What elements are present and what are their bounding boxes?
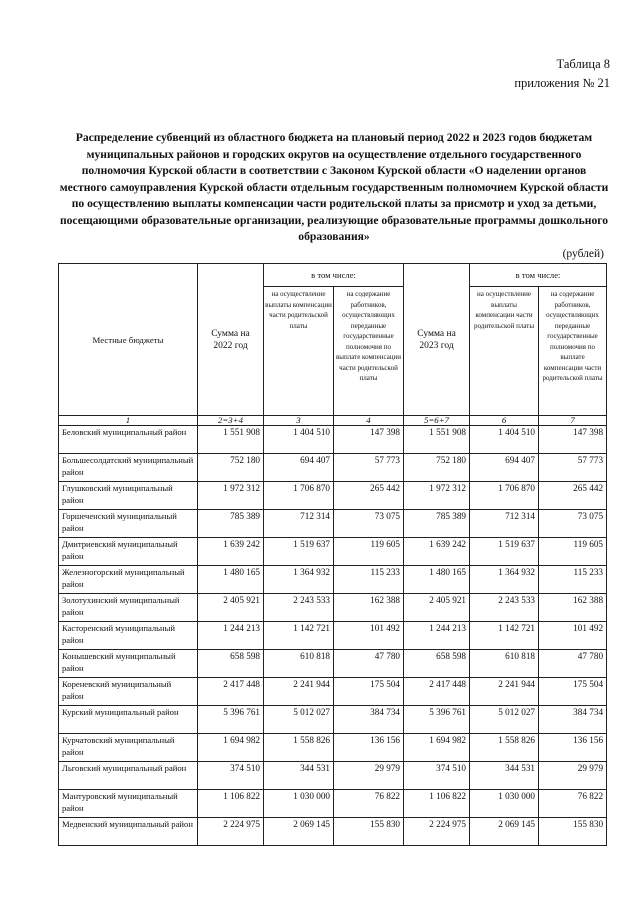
staff-2022-cell: 76 822	[334, 790, 404, 818]
table-row	[59, 734, 607, 762]
staff-2023-cell: 175 504	[539, 678, 607, 706]
sum-2022-cell: 752 180	[198, 454, 264, 482]
payment-2022-cell: 1 030 000	[264, 790, 334, 818]
payment-2023-cell: 1 706 870	[470, 482, 539, 510]
staff-2023-cell: 136 156	[539, 734, 607, 762]
district-name-cell: Золотухинский муниципальный район	[59, 594, 198, 622]
district-name-cell: Глушковский муниципальный район	[59, 482, 198, 510]
staff-2023-cell: 155 830	[539, 818, 607, 846]
unit-label: (рублей)	[562, 248, 604, 260]
district-name-cell: Курский муниципальный район	[59, 706, 198, 734]
staff-2023-cell: 265 442	[539, 482, 607, 510]
payment-2022-cell: 2 241 944	[264, 678, 334, 706]
table-row	[59, 818, 607, 846]
header-local-budgets: Местные бюджеты	[59, 264, 198, 416]
staff-2023-cell: 76 822	[539, 790, 607, 818]
table-row	[59, 510, 607, 538]
header-including-2022: в том числе:	[264, 264, 404, 287]
table-row	[59, 454, 607, 482]
table-row	[59, 622, 607, 650]
district-name-cell: Медвенский муниципальный район	[59, 818, 198, 846]
staff-2022-cell: 73 075	[334, 510, 404, 538]
sum-2022-cell: 1 244 213	[198, 622, 264, 650]
table-row	[59, 482, 607, 510]
sum-2023-cell: 5 396 761	[404, 706, 470, 734]
sum-2023-cell: 2 417 448	[404, 678, 470, 706]
sum-2023-cell: 752 180	[404, 454, 470, 482]
district-name-cell: Конышевский муниципальный район	[59, 650, 198, 678]
staff-2022-cell: 136 156	[334, 734, 404, 762]
payment-2022-cell: 610 818	[264, 650, 334, 678]
table-row	[59, 650, 607, 678]
payment-2022-cell: 1 706 870	[264, 482, 334, 510]
sum-2023-cell: 1 694 982	[404, 734, 470, 762]
table-row	[59, 426, 607, 454]
appendix-number: приложения № 21	[514, 76, 610, 90]
staff-2023-cell: 29 979	[539, 762, 607, 790]
staff-2022-cell: 155 830	[334, 818, 404, 846]
payment-2022-cell: 1 404 510	[264, 426, 334, 454]
district-name-cell: Мантуровский муниципальный район	[59, 790, 198, 818]
payment-2023-cell: 1 404 510	[470, 426, 539, 454]
district-name-cell: Кореневский муниципальный район	[59, 678, 198, 706]
staff-2022-cell: 47 780	[334, 650, 404, 678]
payment-2023-cell: 694 407	[470, 454, 539, 482]
payment-2023-cell: 1 519 637	[470, 538, 539, 566]
table-reference	[514, 55, 610, 93]
payment-2023-cell: 2 243 533	[470, 594, 539, 622]
staff-2023-cell: 115 233	[539, 566, 607, 594]
district-name-cell: Горшеченский муниципальный район	[59, 510, 198, 538]
payment-2023-cell: 610 818	[470, 650, 539, 678]
staff-2022-cell: 29 979	[334, 762, 404, 790]
column-number: 7	[539, 416, 607, 426]
subvention-table	[58, 263, 607, 846]
payment-2023-cell: 5 012 027	[470, 706, 539, 734]
sum-2022-cell: 374 510	[198, 762, 264, 790]
payment-2022-cell: 5 012 027	[264, 706, 334, 734]
sum-2023-cell: 1 551 908	[404, 426, 470, 454]
sum-2022-cell: 1 480 165	[198, 566, 264, 594]
sum-2022-cell: 1 694 982	[198, 734, 264, 762]
payment-2023-cell: 1 558 826	[470, 734, 539, 762]
table-row	[59, 594, 607, 622]
district-name-cell: Курчатовский муниципальный район	[59, 734, 198, 762]
staff-2022-cell: 265 442	[334, 482, 404, 510]
sum-2022-cell: 2 417 448	[198, 678, 264, 706]
header-staff-2022: на содержание работников, осуществляющих переданные государственные полномочия по выплате компенсации части родительской платы	[334, 287, 404, 416]
column-number: 3	[264, 416, 334, 426]
column-number: 5=6+7	[404, 416, 470, 426]
sum-2022-cell: 5 396 761	[198, 706, 264, 734]
table-row	[59, 678, 607, 706]
staff-2022-cell: 147 398	[334, 426, 404, 454]
district-name-cell: Большесолдатский муниципальный район	[59, 454, 198, 482]
district-name-cell: Железногорский муниципальный район	[59, 566, 198, 594]
column-number: 4	[334, 416, 404, 426]
column-number: 1	[59, 416, 198, 426]
payment-2022-cell: 694 407	[264, 454, 334, 482]
payment-2023-cell: 2 241 944	[470, 678, 539, 706]
sum-2023-cell: 374 510	[404, 762, 470, 790]
payment-2022-cell: 2 069 145	[264, 818, 334, 846]
payment-2023-cell: 1 030 000	[470, 790, 539, 818]
staff-2022-cell: 175 504	[334, 678, 404, 706]
payment-2022-cell: 2 243 533	[264, 594, 334, 622]
payment-2022-cell: 712 314	[264, 510, 334, 538]
header-staff-2023: на содержание работников, осуществляющих переданные государственные полномочия по выплате компенсации части родительской платы	[539, 287, 607, 416]
sum-2023-cell: 1 244 213	[404, 622, 470, 650]
payment-2022-cell: 1 519 637	[264, 538, 334, 566]
payment-2023-cell: 344 531	[470, 762, 539, 790]
district-name-cell: Льговский муниципальный район	[59, 762, 198, 790]
district-name-cell: Беловский муниципальный район	[59, 426, 198, 454]
staff-2023-cell: 73 075	[539, 510, 607, 538]
sum-2022-cell: 1 639 242	[198, 538, 264, 566]
sum-2022-cell: 1 106 822	[198, 790, 264, 818]
staff-2023-cell: 162 388	[539, 594, 607, 622]
sum-2023-cell: 1 480 165	[404, 566, 470, 594]
staff-2023-cell: 119 605	[539, 538, 607, 566]
sum-2023-cell: 2 405 921	[404, 594, 470, 622]
district-name-cell: Дмитриевский муниципальный район	[59, 538, 198, 566]
column-number: 2=3+4	[198, 416, 264, 426]
header-including-2023: в том числе:	[470, 264, 607, 287]
sum-2022-cell: 658 598	[198, 650, 264, 678]
table-row	[59, 706, 607, 734]
table-number: Таблица 8	[556, 57, 610, 71]
sum-2023-cell: 2 224 975	[404, 818, 470, 846]
staff-2022-cell: 162 388	[334, 594, 404, 622]
payment-2023-cell: 2 069 145	[470, 818, 539, 846]
header-sum-2023: Сумма на 2023 год	[404, 264, 470, 416]
payment-2022-cell: 344 531	[264, 762, 334, 790]
staff-2023-cell: 147 398	[539, 426, 607, 454]
column-number: 6	[470, 416, 539, 426]
header-payment-2022: на осуществление выплаты компенсации части родительской платы	[264, 287, 334, 416]
table-row	[59, 762, 607, 790]
header-payment-2023: на осуществление выплаты компенсации части родительской платы	[470, 287, 539, 416]
table-row	[59, 790, 607, 818]
staff-2023-cell: 384 734	[539, 706, 607, 734]
payment-2023-cell: 1 364 932	[470, 566, 539, 594]
sum-2023-cell: 658 598	[404, 650, 470, 678]
column-number-row	[59, 416, 607, 426]
sum-2022-cell: 785 389	[198, 510, 264, 538]
sum-2023-cell: 785 389	[404, 510, 470, 538]
payment-2022-cell: 1 142 721	[264, 622, 334, 650]
staff-2022-cell: 384 734	[334, 706, 404, 734]
staff-2023-cell: 57 773	[539, 454, 607, 482]
payment-2022-cell: 1 558 826	[264, 734, 334, 762]
sum-2022-cell: 1 972 312	[198, 482, 264, 510]
table-row	[59, 538, 607, 566]
sum-2023-cell: 1 106 822	[404, 790, 470, 818]
sum-2022-cell: 1 551 908	[198, 426, 264, 454]
staff-2022-cell: 57 773	[334, 454, 404, 482]
staff-2022-cell: 119 605	[334, 538, 404, 566]
sum-2022-cell: 2 405 921	[198, 594, 264, 622]
sum-2023-cell: 1 639 242	[404, 538, 470, 566]
header-sum-2022: Сумма на 2022 год	[198, 264, 264, 416]
staff-2022-cell: 115 233	[334, 566, 404, 594]
payment-2023-cell: 1 142 721	[470, 622, 539, 650]
district-name-cell: Касторенский муниципальный район	[59, 622, 198, 650]
table-row	[59, 566, 607, 594]
document-title: Распределение субвенций из областного бюджета на плановый период 2022 и 2023 годов бюджетам муниципальных районов и городских округов на осуществление отдельного государственного полномочия Курской области в соответствии с Законом Курской области «О наделении органов местного самоуправления Курской области отдельным государственным полномочием Курской области по осуществлению выплаты компенсации части родительской платы за присмотр и уход за детьми, посещающими образовательные организации, реализующие образовательные программы дошкольного образования»	[59, 131, 609, 243]
payment-2023-cell: 712 314	[470, 510, 539, 538]
staff-2022-cell: 101 492	[334, 622, 404, 650]
sum-2022-cell: 2 224 975	[198, 818, 264, 846]
staff-2023-cell: 101 492	[539, 622, 607, 650]
payment-2022-cell: 1 364 932	[264, 566, 334, 594]
staff-2023-cell: 47 780	[539, 650, 607, 678]
sum-2023-cell: 1 972 312	[404, 482, 470, 510]
